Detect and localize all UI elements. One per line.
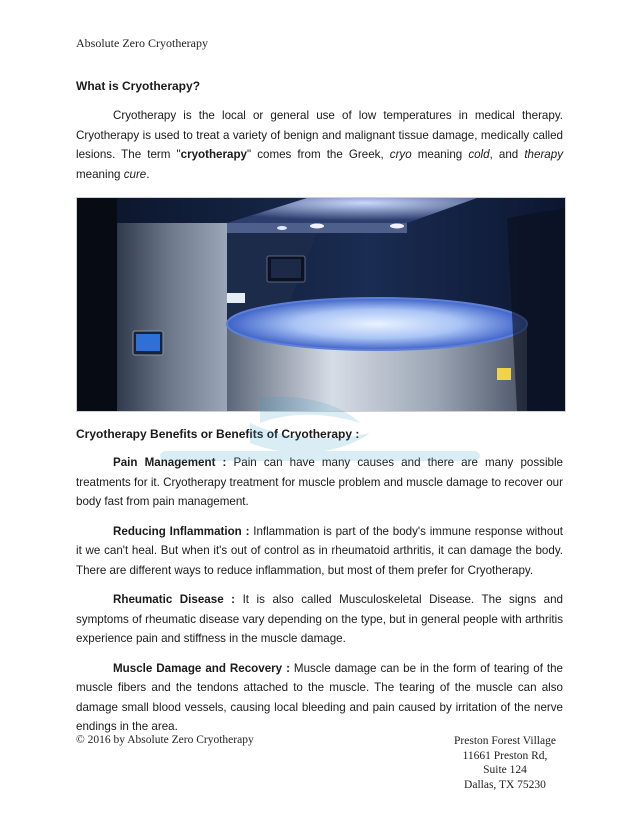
footer-copyright: © 2016 by Absolute Zero Cryotherapy xyxy=(76,734,254,746)
benefit-rheumatic-disease: Rheumatic Disease : It is also called Musculoskeletal Disease. The signs and symptoms of rheumatic disease vary depending on the type, but in general people with arthritis experience pain and stiffness in the muscle damage. xyxy=(76,593,563,645)
running-header: Absolute Zero Cryotherapy xyxy=(76,36,208,50)
footer-address xyxy=(440,734,570,792)
address-line: Preston Forest Village xyxy=(454,735,556,747)
intro-paragraph: Cryotherapy is the local or general use of low temperatures in medical therapy. Cryotherapy is used to treat a variety of benign and malignant tissue damage, medically called lesions. The term "cryotherapy" comes from the Greek, cryo meaning cold, and therapy meaning cure. xyxy=(76,109,563,181)
address-line: 11661 Preston Rd, xyxy=(462,749,548,762)
cryotherapy-chamber-photo xyxy=(76,197,566,412)
term-cryotherapy: cryotherapy xyxy=(180,148,247,161)
intro-heading: What is Cryotherapy? xyxy=(76,79,201,93)
address-line: Dallas, TX 75230 xyxy=(464,778,546,791)
address-line: Suite 124 xyxy=(483,764,527,776)
benefits-heading: Cryotherapy Benefits or Benefits of Cryotherapy : xyxy=(76,427,360,441)
content-column xyxy=(76,78,563,737)
benefit-muscle-damage-recovery: Muscle Damage and Recovery : Muscle damage can be in the form of tearing of the muscle fibers and the tendons attached to the muscle. The tearing of the muscle can also damage small blood vessels, causing local bleeding and pain caused by irritation of the nerve endings in the area. xyxy=(76,661,563,733)
benefit-reducing-inflammation: Reducing Inflammation : Inflammation is part of the body's immune response without it we can't heal. But when it's out of control as in rheumatoid arthritis, it can damage the body. There are different ways to reduce inflammation, but most of them prefer for Cryotherapy. xyxy=(76,524,564,577)
benefit-pain-management: Pain Management : Pain can have many causes and there are many possible treatments for it. Cryotherapy treatment for muscle problem and muscle damage to recover our body fast from pain management. xyxy=(76,456,563,508)
